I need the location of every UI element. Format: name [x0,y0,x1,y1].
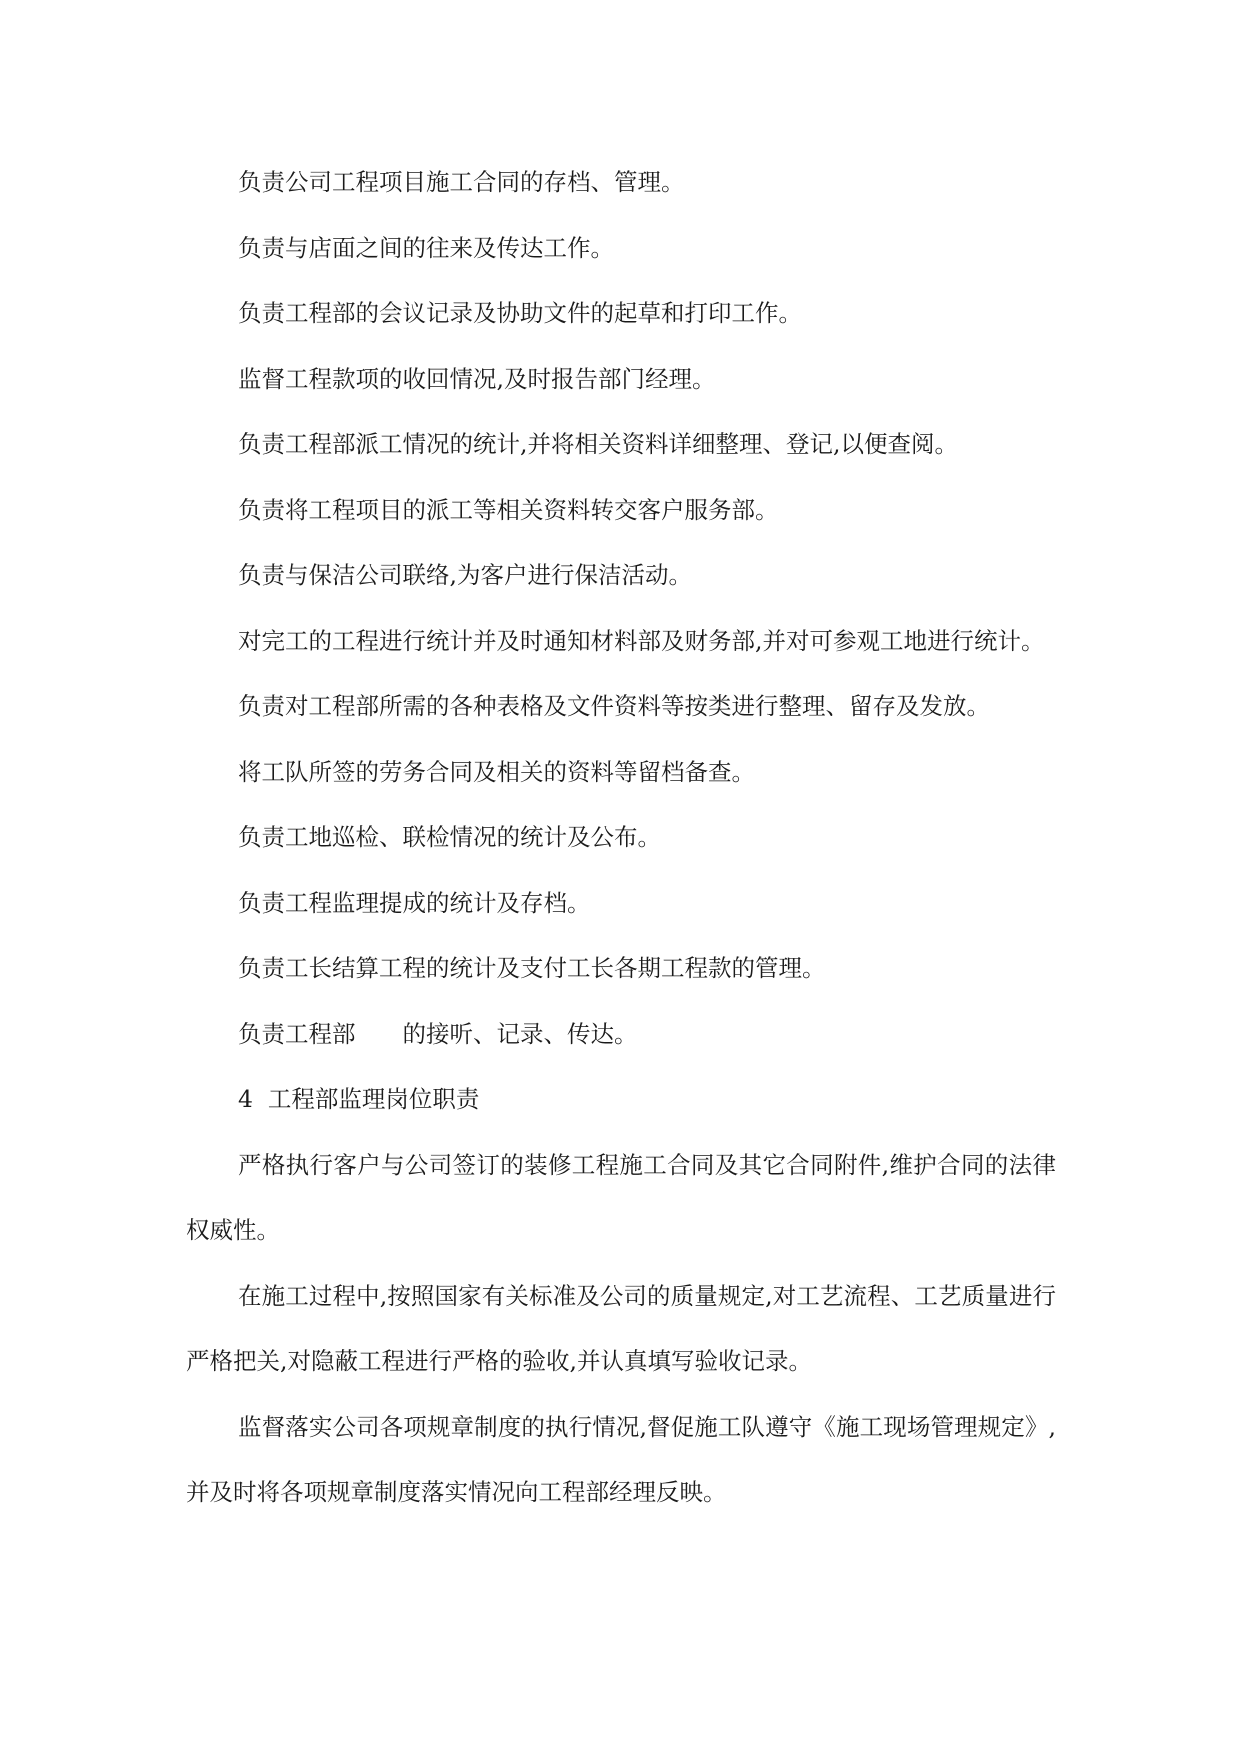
paragraph: 负责对工程部所需的各种表格及文件资料等按类进行整理、留存及发放。 [238,692,990,720]
section-heading: 4 工程部监理岗位职责 [238,1085,480,1113]
paragraph: 负责将工程项目的派工等相关资料转交客户服务部。 [238,495,779,524]
paragraph: 在施工过程中,按照国家有关标准及公司的质量规定,对工艺流程、工艺质量进行严格把关,对隐蔽工程进行严格的验收,并认真填写验收记录。 [186,1281,1056,1375]
paragraph: 负责工程部 的接听、记录、传达。 [238,1019,638,1048]
paragraph: 负责工长结算工程的统计及支付工长各期工程款的管理。 [238,954,826,982]
paragraph: 将工队所签的劳务合同及相关的资料等留档备查。 [238,757,755,786]
paragraph: 负责工程部的会议记录及协助文件的起草和打印工作。 [238,299,802,327]
paragraph: 负责与保洁公司联络,为客户进行保洁活动。 [238,561,692,589]
paragraph: 监督落实公司各项规章制度的执行情况,督促施工队遵守《施工现场管理规定》,并及时将各项规章制度落实情况向工程部经理反映。 [186,1412,1056,1506]
document-body [186,150,1056,1526]
paragraph: 监督工程款项的收回情况,及时报告部门经理。 [238,364,716,393]
paragraph: 对完工的工程进行统计并及时通知材料部及财务部,并对可参观工地进行统计。 [238,626,1045,655]
paragraph: 负责工程监理提成的统计及存档。 [238,888,591,917]
paragraph: 负责公司工程项目施工合同的存档、管理。 [238,168,685,196]
paragraph: 严格执行客户与公司签订的装修工程施工合同及其它合同附件,维护合同的法律权威性。 [186,1150,1056,1244]
paragraph: 负责与店面之间的往来及传达工作。 [238,233,614,262]
paragraph: 负责工地巡检、联检情况的统计及公布。 [238,823,661,851]
paragraph: 负责工程部派工情况的统计,并将相关资料详细整理、登记,以便查阅。 [238,430,958,458]
